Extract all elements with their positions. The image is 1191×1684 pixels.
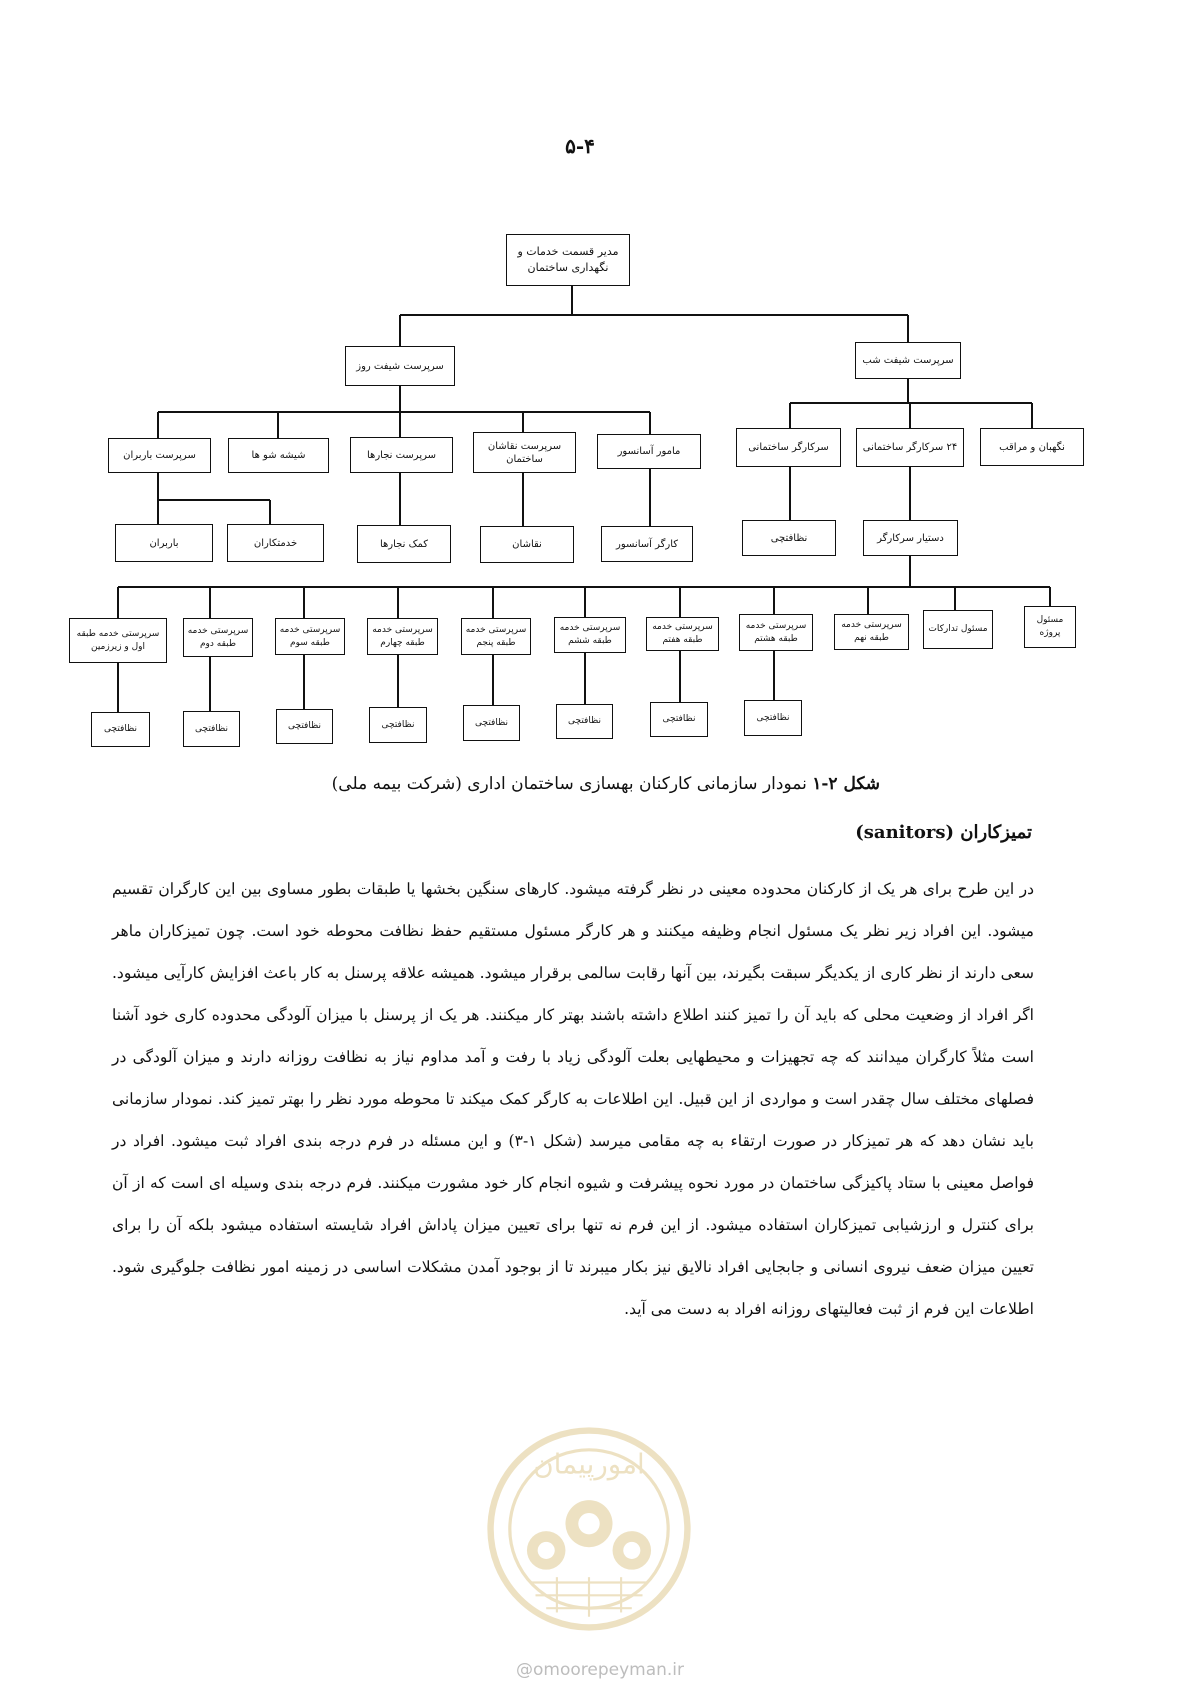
- cleaner-box: نظافتچی: [556, 704, 613, 739]
- cleaner-box: نظافتچی: [183, 711, 240, 747]
- watermark-logo-icon: [482, 1422, 696, 1636]
- figure-label: شکل ۲-۱: [812, 774, 880, 794]
- section-heading: تمیزکاران (sanitors): [855, 822, 1032, 843]
- floor-unit-box: سرپرستی خدمه طبقه هفتم: [646, 617, 719, 651]
- floor-unit-box: مسئول پروژه: [1024, 606, 1076, 648]
- floor-unit-box: سرپرستی خدمه طبقه ششم: [554, 617, 626, 653]
- page-number: ۵-۴: [565, 134, 595, 158]
- figure-caption-text: نمودار سازمانی کارکنان بهسازی ساختمان اداری (شرکت بیمه ملی): [331, 774, 807, 794]
- cleaner-box: نظافتچی: [744, 700, 802, 736]
- root-manager-box: مدیر قسمت خدمات و نگهداری ساختمان: [506, 234, 630, 286]
- org-chart-connectors: [0, 0, 1191, 790]
- body-paragraph: در این طرح برای هر یک از کارکنان محدوده معینی در نظر گرفته میشود. کارهای سنگین بخشها یا طبقات بطور مساوی بین این کارگران تقسیم میشود. این افراد زیر نظر یک مسئول انجام وظیفه میکنند و هر کارگر مسئول مستقیم حفظ نظافت محوطه خود است. چون تمیزکاران ماهر سعی دارند از نظر کاری از یکدیگر سبقت بگیرند، بین آنها رقابت سالمی برقرار میشود. همیشه علاقه پرسنل به کار باعث افزایش کارآیی میشود. اگر افراد از وضعیت محلی که باید آن را تمیز کنند اطلاع داشته باشند بهتر کار میکنند. هر یک از پرسنل با میزان آلودگی محدوده کاری خود آشنا است مثلاً کارگران میدانند که چه تجهیزات و محیطهایی بعلت آلودگی زیاد با رفت و آمد مداوم نیاز به نظافت روزانه دارند و میزان آلودگی در فصلهای مختلف سال چقدر است و مواردی از این قبیل. این اطلاعات به کارگر کمک میکند تا محوطه مورد نظر را بهتر تمیز کند. نمودار سازمانی باید نشان دهد که هر تمیزکار در صورت ارتقاء به چه مقامی میرسد (شکل ۱-۳) و این مسئله در فرم درجه بندی افراد ثبت میشود. افراد در فواصل معینی با ستاد پاکیزگی ساختمان در مورد نحوه پیشرفت و شیوه انجام کار خود مشورت میکنند. فرم درجه بندی وسیله ای است که از آن برای کنترل و ارزشیابی تمیزکاران استفاده میشود. از این فرم نه تنها برای تعیین میزان پاداش افراد شایسته استفاده میشود بلکه آن را برای تعیین میزان ضعف نیروی انسانی و جابجایی افراد نالایق نیز بکار میبرند تا از بوجود آمدن مشکلات اساسی در زمینه امور نظافت جلوگیری شود. اطلاعات این فرم از ثبت فعالیتهای روزانه افراد به دست می آید.: [112, 880, 1034, 1318]
- day-sub-box: باربران: [115, 524, 213, 562]
- cleaner-box: نظافتچی: [369, 707, 427, 743]
- floor-unit-box: سرپرستی خدمه طبقه سوم: [275, 618, 345, 655]
- day-unit-box: شیشه شو ها: [228, 438, 329, 473]
- day-sub-box: کارگر آسانسور: [601, 526, 693, 562]
- floor-unit-box: سرپرستی خدمه طبقه دوم: [183, 618, 253, 657]
- day-unit-box: سرپرست نقاشان ساختمان: [473, 432, 576, 473]
- figure-caption: [120, 774, 880, 794]
- cleaner-box: نظافتچی: [650, 702, 708, 737]
- floor-unit-box: سرپرستی خدمه طبقه نهم: [834, 614, 909, 650]
- night-unit-box: نگهبان و مراقب: [980, 428, 1084, 466]
- watermark-site: @omoorepeyman.ir: [515, 1660, 685, 1680]
- day-sub-box: کمک نجارها: [357, 525, 451, 563]
- svg-text:امورپیمان: امورپیمان: [533, 1447, 645, 1481]
- day-sub-box: خدمتکاران: [227, 524, 324, 562]
- day-shift-box: سرپرست شیفت روز: [345, 346, 455, 386]
- floor-unit-box: مسئول تدارکات: [923, 610, 993, 649]
- day-sub-box: نقاشان: [480, 526, 574, 563]
- floor-unit-box: سرپرستی خدمه طبقه پنجم: [461, 618, 531, 655]
- day-unit-box: سرپرست نجارها: [350, 437, 453, 473]
- day-unit-box: مامور آسانسور: [597, 434, 701, 469]
- night-unit-box: ۲۴ سرکارگر ساختمانی: [856, 428, 964, 467]
- night-shift-box: سرپرست شیفت شب: [855, 342, 961, 379]
- day-unit-box: سرپرست باربران: [108, 438, 211, 473]
- floor-unit-box: سرپرستی خدمه طبقه اول و زیرزمین: [69, 618, 167, 663]
- floor-unit-box: سرپرستی خدمه طبقه هشتم: [739, 614, 813, 651]
- cleaner-box: نظافتچی: [276, 709, 333, 744]
- night-unit-box: سرکارگر ساختمانی: [736, 428, 841, 467]
- cleaner-box: نظافتچی: [463, 705, 520, 741]
- night-sub-box: نظافتچی: [742, 520, 836, 556]
- floor-unit-box: سرپرستی خدمه طبقه چهارم: [367, 618, 438, 655]
- night-sub-box: دستیار سرکارگر: [863, 520, 958, 556]
- cleaner-box: نظافتچی: [91, 712, 150, 747]
